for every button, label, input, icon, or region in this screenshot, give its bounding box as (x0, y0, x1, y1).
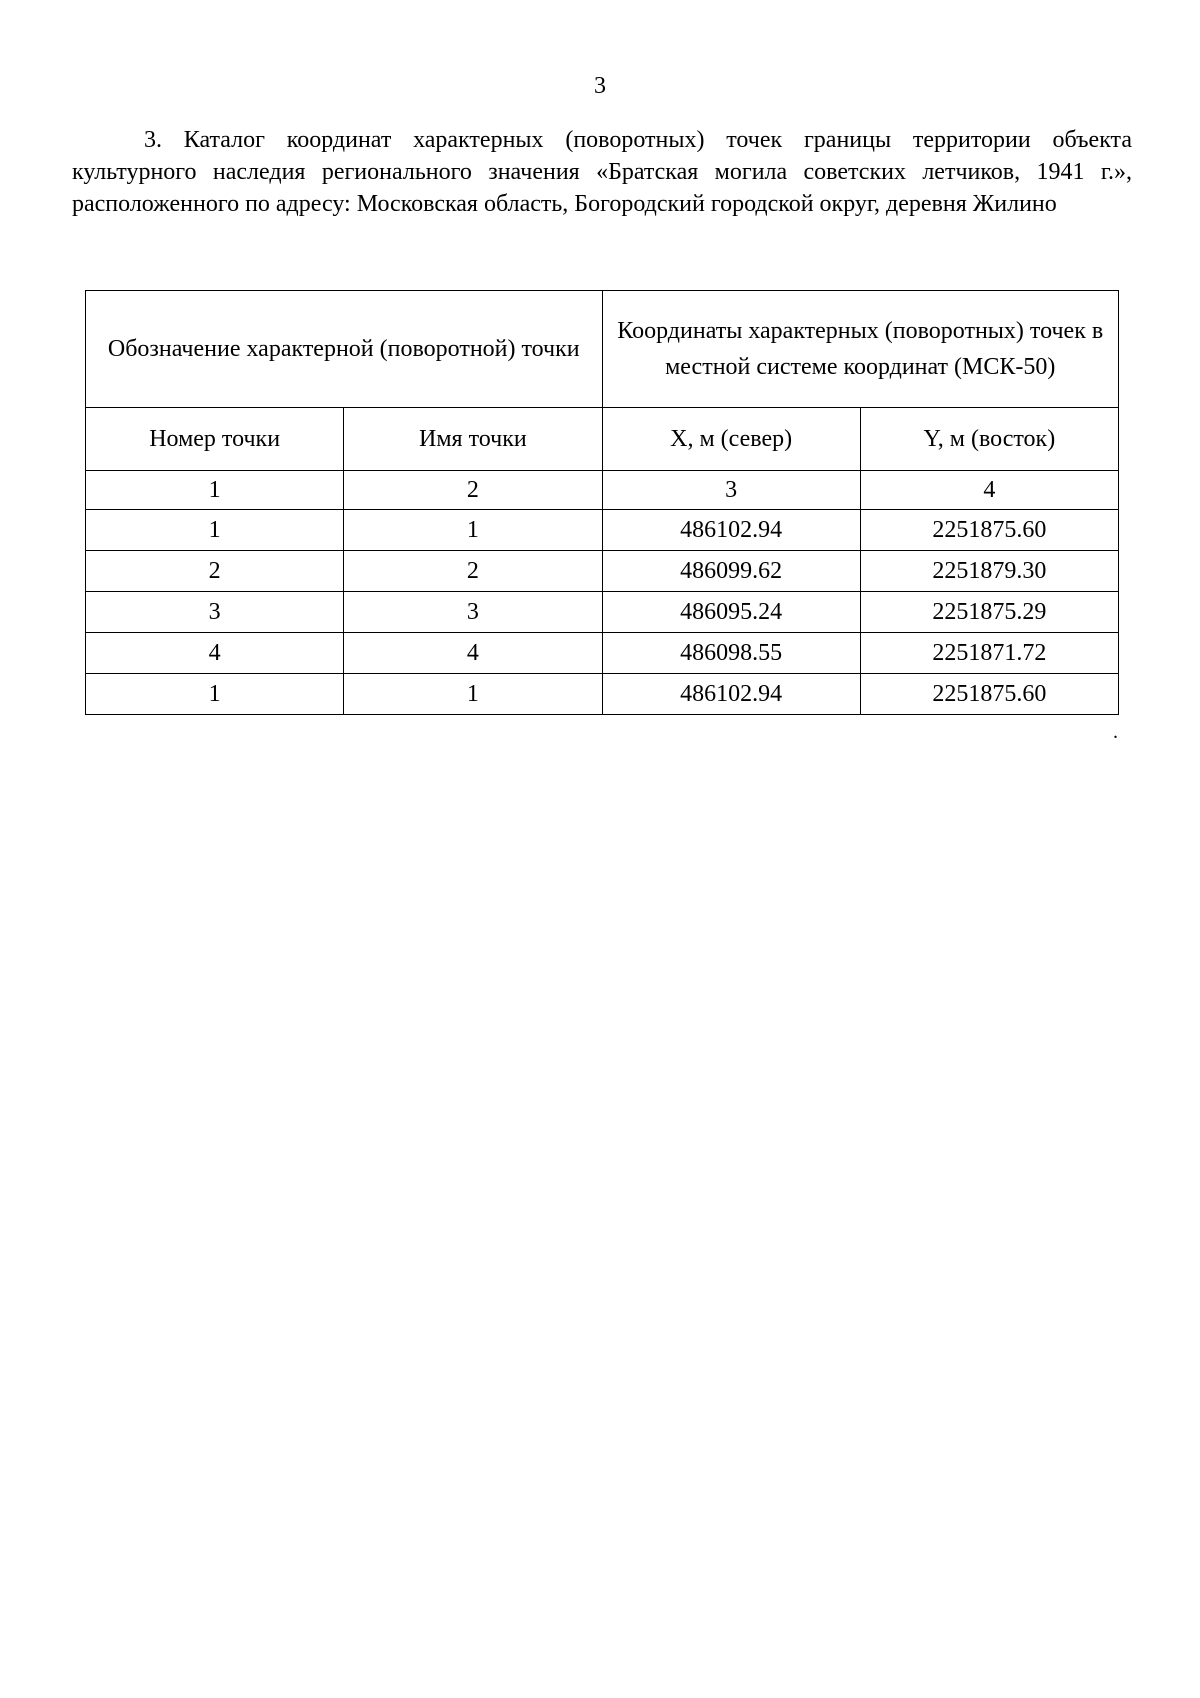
column-header-point-name: Имя точки (344, 408, 602, 471)
group-header-coordinates: Координаты характерных (поворотных) точек в местной системе координат (МСК-50) (602, 291, 1119, 408)
table-group-header-row (86, 291, 1119, 408)
cell-point-name: 2 (344, 551, 602, 592)
group-header-point-designation: Обозначение характерной (поворотной) точки (86, 291, 603, 408)
table-row (86, 633, 1119, 674)
table-row (86, 551, 1119, 592)
column-number: 1 (86, 471, 344, 510)
cell-point-name: 4 (344, 633, 602, 674)
cell-point-number: 4 (86, 633, 344, 674)
cell-point-name: 3 (344, 592, 602, 633)
table-column-number-row (86, 471, 1119, 510)
column-number: 4 (860, 471, 1118, 510)
cell-point-number: 2 (86, 551, 344, 592)
cell-x: 486099.62 (602, 551, 860, 592)
cell-x: 486095.24 (602, 592, 860, 633)
cell-x: 486102.94 (602, 674, 860, 715)
column-number: 3 (602, 471, 860, 510)
cell-point-number: 1 (86, 510, 344, 551)
table-row (86, 674, 1119, 715)
column-header-point-number: Номер точки (86, 408, 344, 471)
cell-point-number: 1 (86, 674, 344, 715)
intro-paragraph: 3. Каталог координат характерных (поворотных) точек границы территории объекта культурного наследия регионального значения «Братская могила советских летчиков, 1941 г.», расположенного по адресу: Московская область, Богородский городской округ, деревня Жилино (72, 127, 1132, 217)
column-header-x: X, м (север) (602, 408, 860, 471)
trailing-mark: . (1113, 721, 1118, 743)
coordinates-table (85, 290, 1119, 715)
cell-y: 2251875.29 (860, 592, 1118, 633)
cell-y: 2251875.60 (860, 674, 1118, 715)
cell-y: 2251879.30 (860, 551, 1118, 592)
cell-x: 486098.55 (602, 633, 860, 674)
cell-point-number: 3 (86, 592, 344, 633)
table-column-header-row (86, 408, 1119, 471)
table-row (86, 592, 1119, 633)
cell-y: 2251875.60 (860, 510, 1118, 551)
page-number: 3 (594, 73, 606, 99)
column-header-y: Y, м (восток) (860, 408, 1118, 471)
column-number: 2 (344, 471, 602, 510)
cell-x: 486102.94 (602, 510, 860, 551)
cell-point-name: 1 (344, 510, 602, 551)
cell-y: 2251871.72 (860, 633, 1118, 674)
table-row (86, 510, 1119, 551)
cell-point-name: 1 (344, 674, 602, 715)
